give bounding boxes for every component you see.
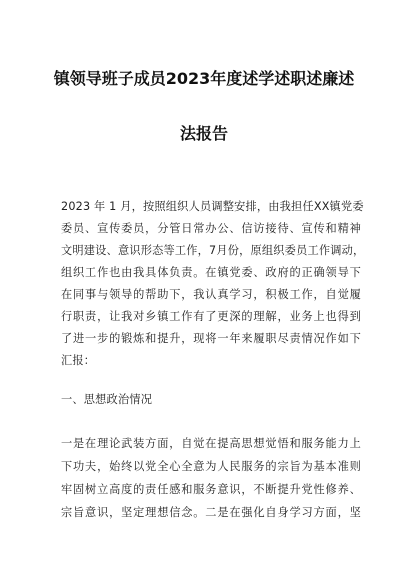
paragraph-2-line: 宗旨意识，坚定理想信念。二是在强化自身学习方面，坚 bbox=[61, 506, 361, 519]
document-title-line-1: 镇领导班子成员2023年度述学述职述廉述 bbox=[53, 69, 355, 88]
paragraph-1-line: 2023 年 1 月，按照组织人员调整安排，由我担任XX镇党委 bbox=[61, 200, 364, 213]
paragraph-1-line: 行职责，让我对乡镇工作有了更深的理解，业务上也得到 bbox=[61, 310, 361, 323]
paragraph-1-line: 委员、宣传委员，分管日常办公、信访接待、宣传和精神 bbox=[61, 222, 361, 235]
paragraph-2-line: 牢固树立高度的责任感和服务意识，不断提升党性修养、 bbox=[61, 483, 361, 496]
paragraph-1-line: 了进一步的锻炼和提升，现将一年来履职尽责情况作如下 bbox=[61, 332, 361, 345]
paragraph-1-line: 文明建设、意识形态等工作，7月份，原组织委员工作调动， bbox=[61, 244, 365, 257]
paragraph-2-line: 一是在理论武装方面，自觉在提高思想觉悟和服务能力上 bbox=[61, 437, 361, 450]
document-title-line-2: 法报告 bbox=[179, 124, 228, 143]
paragraph-1-line: 在同事与领导的帮助下，我认真学习，积极工作，自觉履 bbox=[61, 288, 361, 301]
paragraph-1-line: 汇报： bbox=[61, 354, 96, 367]
paragraph-2-line: 下功夫，始终以党全心全意为人民服务的宗旨为基本准则 bbox=[61, 460, 361, 473]
paragraph-1-line: 组织工作也由我具体负责。在镇党委、政府的正确领导下 bbox=[61, 266, 361, 279]
section-heading: 一、思想政治情况 bbox=[61, 393, 153, 406]
